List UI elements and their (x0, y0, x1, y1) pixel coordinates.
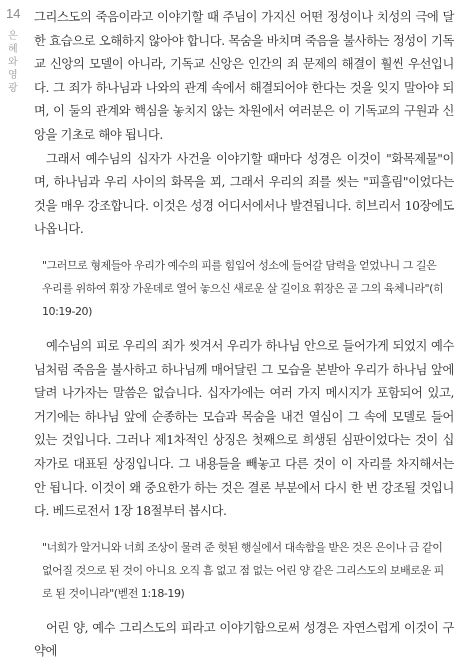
scripture-quote (34, 536, 454, 605)
body-paragraph: 어린 양, 예수 그리스도의 피라고 이야기함으로써 성경은 자연스럽게 이것이 구약에 (34, 620, 454, 659)
spacer (34, 323, 454, 335)
body-paragraph: 예수님의 피로 우리의 죄가 씻겨서 우리가 하나님 안으로 들어가게 되었지 예수님처럼 죽음을 불사하고 하나님께 매어달린 그 모습을 본받아 우리가 하나님 앞에 달려 나가자는 말씀은 없습니다. 십자가에는 여러 가지 메시지가 포함되어 있고, 거기에는 하나님 앞에 순종하는 모습과 목숨을 내건 열심이 그 속에 모델로 들어 있는 것입니다. 그러나 제1차적인 상징은 첫째으로 희생된 심판이었다는 것이 십자가로 대표된 상징입니다. 그 내용들을 빼놓고 다른 것이 이 자리를 차지해서는 안 됩니다. 이것이 왜 중요한가 하는 것은 결론 부분에서 다시 한 번 강조될 것입니다. 베드로전서 1장 18절부터 봅시다. (34, 338, 454, 519)
page-number: 14 (6, 6, 21, 21)
spacer (34, 242, 454, 254)
body-paragraph: 그래서 예수님의 십자가 사건을 이야기할 때마다 성경은 이것이 "화목제물"이며, 하나님과 우리 사이의 화목을 꾀, 그래서 우리의 죄를 씻는 "피흘림"이었다는 것을 매우 강조합니다. 이것은 성경 어디서에서나 발견됩니다. 히브리서 10장에도 나옵니다. (34, 151, 454, 237)
spacer (34, 605, 454, 617)
spacer (34, 524, 454, 536)
scripture-quote (34, 254, 454, 323)
running-title: 은혜와 영광 (8, 31, 18, 94)
quote-text: "너희가 알거니와 너희 조상이 물려 준 헛된 행실에서 대속함을 받은 것은 은이나 금 같이 없어질 것으로 된 것이 아니요 오직 흠 없고 점 없는 어린 양 같은 그리스도의 보배로운 피로 된 것이니라"(벧전 1:18-19) (42, 540, 444, 600)
body-paragraph: 그리스도의 죽음이라고 이야기할 때 주님이 가지신 어떤 정성이나 치성의 극에 달한 효습으로 오해하지 않아야 합니다. 목숨을 바치며 죽음을 불사하는 정성이 기독교 신앙의 모델이 아니라, 기독교 신앙은 인간의 죄 문제의 해결이 훨씬 우선입니다. 그 죄가 하나님과 나와의 관계 속에서 해결되어야 한다는 것을 잊지 말아야 되며, 이 둘의 관계와 핵심을 놓치지 않는 차원에서 여러분은 이 기독교의 구원과 신앙을 기초로 해야 됩니다. (34, 10, 454, 142)
page-body (34, 6, 454, 664)
quote-text: "그러므로 형제들아 우리가 예수의 피를 힘입어 성소에 들어갈 담력을 얻었나니 그 길은 우리를 위하여 휘장 가운데로 열어 놓으신 새로운 살 길이요 휘장은 곧 그의 육체니라"(히 10:19-20) (42, 258, 444, 318)
